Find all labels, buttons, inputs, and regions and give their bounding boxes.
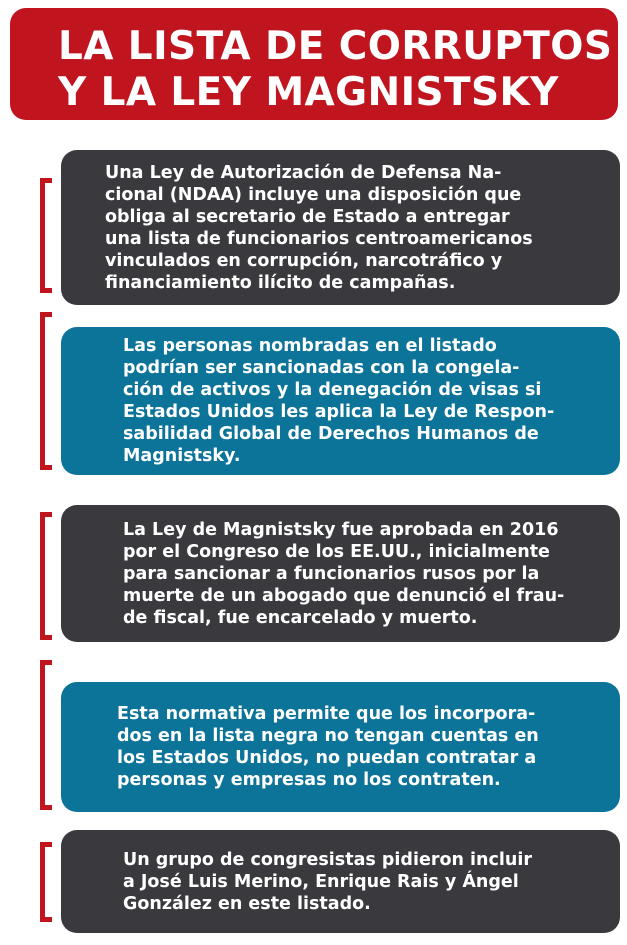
card-4-line: los Estados Unidos, no puedan contratar a bbox=[117, 748, 537, 768]
card-2-line: Magnistsky. bbox=[123, 446, 241, 466]
info-card-1-text bbox=[105, 162, 533, 294]
card-5-line: Un grupo de congresistas pidieron incluir bbox=[123, 849, 532, 870]
card-3-line: de fiscal, fue encarcelado y muerto. bbox=[123, 607, 478, 628]
card-3-line: muerte de un abogado que denunció el frau- bbox=[123, 585, 565, 606]
card-4-line: personas y empresas no los contraten. bbox=[117, 770, 501, 790]
card-5-line: González en este listado. bbox=[123, 893, 371, 914]
card-1-line: Una Ley de Autorización de Defensa Na- bbox=[105, 162, 502, 183]
bracket-4 bbox=[40, 660, 52, 810]
info-card-4 bbox=[61, 682, 620, 812]
title-line-1: LA LISTA DE CORRUPTOS bbox=[58, 24, 613, 69]
info-card-5 bbox=[61, 830, 620, 933]
card-3-line: La Ley de Magnistsky fue aprobada en 2016 bbox=[123, 519, 559, 540]
info-card-4-text bbox=[117, 703, 539, 791]
card-1-line: una lista de funcionarios centroamericanos bbox=[105, 228, 533, 249]
card-2-line: sabilidad Global de Derechos Humanos de bbox=[123, 424, 539, 444]
bracket-2 bbox=[40, 312, 52, 470]
card-3-line: por el Congreso de los EE.UU., inicialmente bbox=[123, 541, 550, 562]
bracket-3 bbox=[40, 512, 52, 640]
title-line-2: Y LA LEY MAGNISTSKY bbox=[58, 70, 559, 115]
card-1-line: financiamiento ilícito de campañas. bbox=[105, 272, 456, 293]
card-4-line: dos en la lista negra no tengan cuentas en bbox=[117, 726, 539, 746]
info-card-2-text bbox=[123, 335, 554, 467]
bracket-1 bbox=[40, 178, 52, 293]
card-1-line: obliga al secretario de Estado a entregar bbox=[105, 206, 510, 227]
card-1-line: vinculados en corrupción, narcotráfico y bbox=[105, 250, 503, 271]
info-card-5-text bbox=[123, 849, 532, 915]
card-4-line: Esta normativa permite que los incorpora- bbox=[117, 704, 536, 724]
card-2-line: Las personas nombradas en el listado bbox=[123, 336, 497, 356]
card-2-line: podrían ser sancionadas con la congela- bbox=[123, 358, 520, 378]
card-2-line: Estados Unidos les aplica la Ley de Respon- bbox=[123, 402, 555, 422]
card-2-line: ción de activos y la denegación de visas si bbox=[123, 380, 542, 400]
card-1-line: cional (NDAA) incluye una disposición que bbox=[105, 184, 522, 205]
card-3-line: para sancionar a funcionarios rusos por la bbox=[123, 563, 540, 584]
title-banner bbox=[10, 8, 618, 120]
info-card-3 bbox=[61, 505, 620, 642]
card-5-line: a José Luis Merino, Enrique Rais y Ángel bbox=[123, 871, 519, 892]
info-card-1 bbox=[61, 150, 620, 305]
bracket-5 bbox=[40, 842, 52, 922]
info-card-3-text bbox=[123, 519, 564, 629]
info-card-2 bbox=[61, 327, 620, 475]
